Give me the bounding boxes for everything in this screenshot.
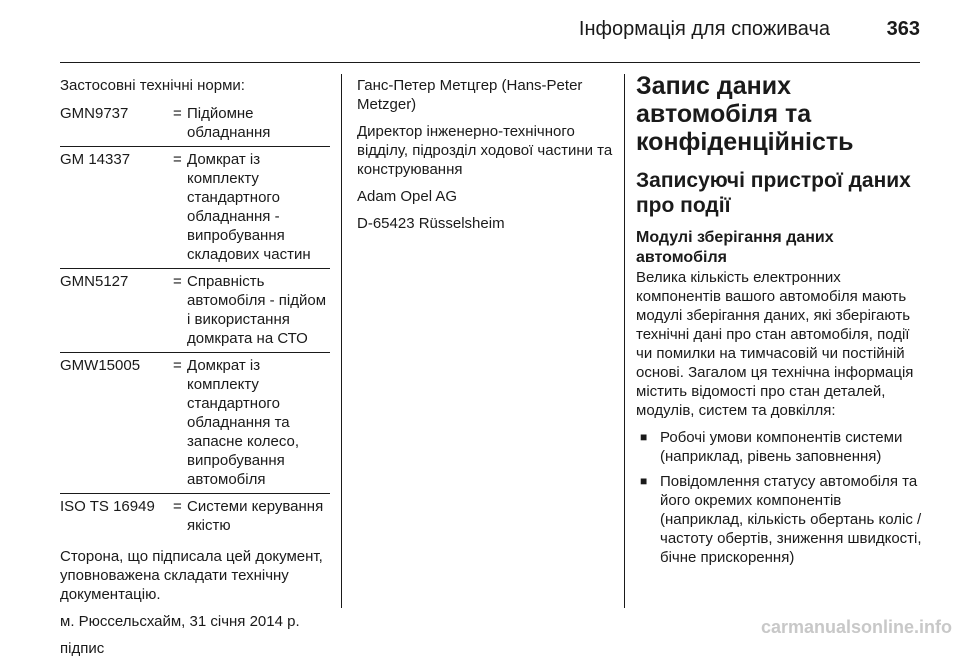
page-number: 363 — [886, 18, 920, 40]
norm-description: Справність автомобіля - підйом і використання домкрата на СТО — [187, 273, 327, 347]
list-item-text: Робочі умови компонентів системи (наприклад, рівень заповнення) — [660, 429, 903, 465]
norm-row — [60, 269, 330, 353]
column-1 — [60, 76, 330, 666]
column-3 — [636, 72, 926, 573]
list-item-text: Повідомлення статусу автомобіля та його окремих компонентів (наприклад, кількість обертань коліс / частоту обертів, зниження швидкості, бічне прискорення) — [660, 473, 922, 566]
watermark: carmanualsonline.info — [760, 617, 952, 637]
norm-equals: = — [173, 357, 182, 374]
signatory-name: Ганс-Петер Метцгер (Hans-Peter Metzger) — [357, 77, 583, 113]
norm-code: GM 14337 — [60, 151, 131, 168]
norm-code: GMN5127 — [60, 273, 129, 290]
place-date: м. Рюссельсхайм, 31 січня 2014 р. — [60, 613, 300, 630]
body-paragraph: Велика кількість електронних компонентів вашого автомобіля мають модулі зберігання даних, які зберігають технічні дані про стан автомобіля, події чи помилки на тимчасовій чи постійній основі. Загалом ця технічна інформація містить відомості про стан деталей, модулів, систем та довкілля: — [636, 269, 914, 419]
norms-intro: Застосовні технічні норми: — [60, 77, 245, 94]
norm-equals: = — [173, 151, 182, 168]
norm-description: Домкрат із комплекту стандартного обладнання - випробування складових частин — [187, 151, 311, 263]
list-item — [636, 472, 926, 567]
subsection-heading: Записуючі пристрої даних про події — [636, 169, 911, 217]
norm-equals: = — [173, 273, 182, 290]
signature-label: підпис — [60, 640, 105, 657]
company-name: Adam Opel AG — [357, 188, 458, 205]
norm-description: Домкрат із комплекту стандартного обладнання та запасне колесо, випробування автомобіля — [187, 357, 299, 488]
topic-heading: Модулі зберігання даних автомобіля — [636, 229, 834, 266]
norm-row — [60, 494, 330, 539]
norm-equals: = — [173, 105, 182, 122]
page-header-title: Інформація для споживача — [578, 18, 830, 40]
norm-description: Системи керування якістю — [187, 498, 324, 534]
column-divider-2 — [624, 74, 625, 608]
signatory-paragraph: Сторона, що підписала цей документ, уповноважена складати технічну документацію. — [60, 548, 323, 603]
header-divider — [60, 62, 920, 63]
norm-code: GMW15005 — [60, 357, 141, 374]
list-item — [636, 428, 926, 466]
square-bullet-icon: ■ — [640, 430, 648, 444]
norm-row — [60, 353, 330, 494]
section-heading: Запис даних автомобіля та конфіденційність — [636, 72, 854, 156]
norm-row — [60, 147, 330, 269]
norm-row — [60, 101, 330, 147]
column-divider-1 — [341, 74, 342, 608]
company-address: D-65423 Rüsselsheim — [357, 215, 505, 232]
norm-code: GMN9737 — [60, 105, 129, 122]
norm-description: Підйомне обладнання — [187, 105, 271, 141]
column-2 — [357, 76, 619, 241]
square-bullet-icon: ■ — [640, 474, 648, 488]
signatory-position: Директор інженерно-технічного відділу, підрозділ ходової частини та конструювання — [357, 123, 613, 178]
norm-equals: = — [173, 498, 182, 515]
norm-code: ISO TS 16949 — [60, 498, 155, 515]
